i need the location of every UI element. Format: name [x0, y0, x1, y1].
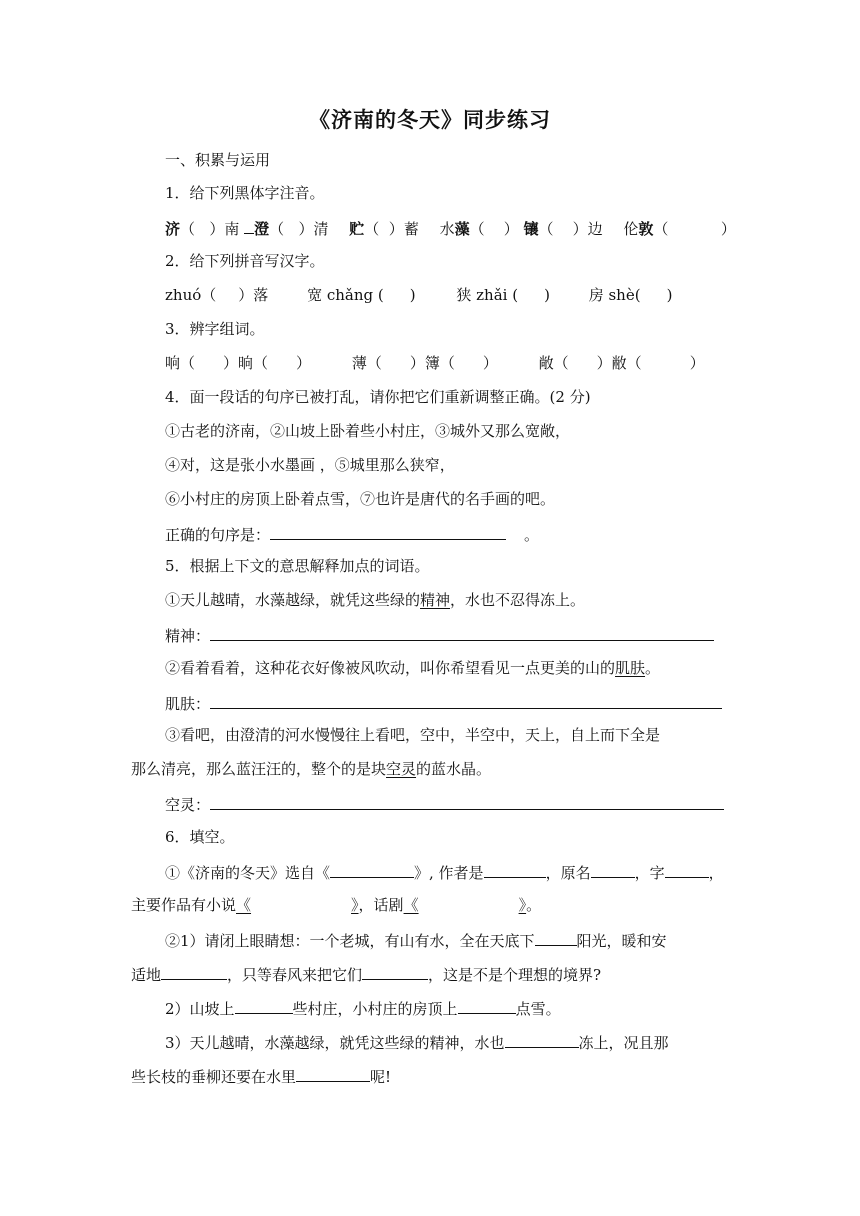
q1-char: 伦	[623, 220, 639, 238]
q6-p1-play-open: 《	[403, 896, 419, 914]
q2-item: )	[544, 286, 550, 304]
q2-item: 狭 zhǎi (	[456, 286, 519, 304]
q5-s1-word: 精神	[420, 591, 451, 609]
q6-p3-blank-1[interactable]	[235, 997, 293, 1014]
q2-item: )	[666, 286, 673, 304]
q5-sentence-2	[165, 658, 660, 678]
q2-item: ）落	[238, 286, 269, 304]
q5-s2-text: ②看着看着，这种花衣好像被风吹动，叫你希望看见一点更美的山的	[165, 659, 616, 677]
q3-prompt: 3．辨字组词。	[165, 320, 265, 338]
q4-line-1: ①古老的济南，②山坡上卧着些小村庄，③城外又那么宽敞，	[165, 422, 571, 440]
q6-p4-line-1	[165, 1031, 669, 1053]
q3-item: ）晌（	[223, 354, 269, 372]
q4-answer-line	[165, 523, 539, 545]
q2-items	[165, 285, 672, 305]
q6-p1-play-blank	[404, 896, 527, 914]
q5-prompt: 5．根据上下文的意思解释加点的词语。	[165, 557, 430, 575]
q6-p4-text-3: 些长枝的垂柳还要在水里	[131, 1068, 297, 1086]
q6-p1-text-4: ，字	[634, 864, 665, 882]
q1-char: 镶	[523, 220, 539, 238]
q1-char: 蓄	[403, 220, 419, 238]
q6-p2-blank-1[interactable]	[535, 929, 577, 946]
q2-item: 房 shè(	[588, 286, 641, 304]
q6-prompt: 6．填空。	[165, 828, 235, 846]
q6-p2-text: ②1）请闭上眼睛想：一个老城，有山有水，全在天底下	[165, 932, 535, 950]
q6-p4-line-2	[131, 1065, 391, 1087]
q5-s3-text: 那么清亮，那么蓝汪汪的，整个的是块	[131, 760, 387, 778]
q1-char: 敦	[638, 220, 654, 238]
q3-item: 响（	[165, 354, 196, 372]
q6-p1-blank-name[interactable]	[591, 861, 635, 878]
q5-s1-text-end: ，水也不忍得冻上。	[450, 591, 586, 609]
q6-p2-text-5: ，这是不是个理想的境界?	[428, 966, 602, 984]
q6-p1-novel-close: 》	[351, 896, 359, 914]
q4-answer-label: 正确的句序是：	[165, 526, 271, 544]
q6-p3-text: 2）山坡上	[165, 1000, 235, 1018]
section-heading: 一、积累与运用	[165, 151, 271, 169]
q6-p2-line-2	[131, 963, 601, 985]
q6-p2-blank-2[interactable]	[161, 963, 227, 980]
q2-prompt: 2．给下列拼音写汉字。	[165, 252, 325, 270]
q1-char: 清	[313, 220, 329, 238]
q5-a1-label: 精神：	[165, 627, 211, 645]
q6-p4-blank-2[interactable]	[296, 1065, 370, 1082]
q6-p1-text-5: ，	[708, 864, 724, 882]
q6-p1-novel-open: 《	[236, 896, 252, 914]
q2-item: 宽 chǎng (	[307, 286, 384, 304]
q5-answer-3	[165, 793, 724, 815]
q4-line-3: ⑥小村庄的房顶上卧着点雪，⑦也许是唐代的名手画的吧。	[165, 490, 556, 508]
q5-answer-1	[165, 624, 714, 646]
q3-item: ）	[482, 354, 498, 372]
q6-p1-text: ①《济南的冬天》选自《	[165, 864, 331, 882]
q1-items: 济（ ）南 澄（ ）清 贮（ ）蓄 水藻（ ） 镶（ ）边 伦敦（ ）	[165, 217, 736, 239]
q6-p3-text-2: 些村庄，小村庄的房顶上	[292, 1000, 458, 1018]
q6-p3-text-3: 点雪。	[515, 1000, 561, 1018]
q3-item: 敞（	[538, 354, 569, 372]
q6-p2-text-3: 适地	[131, 966, 162, 984]
q2-item: )	[409, 286, 416, 304]
q2-item: zhuó（	[165, 286, 217, 304]
q1-prompt: 1．给下列黑体字注音。	[165, 184, 325, 202]
q5-sentence-3-line-2	[131, 759, 491, 779]
q5-a3-label: 空灵：	[165, 796, 211, 814]
q6-p1-line-1	[165, 861, 724, 883]
q4-answer-blank[interactable]	[270, 523, 506, 540]
q1-char: 南	[224, 220, 240, 238]
q6-p4-text-4: 呢!	[370, 1068, 392, 1086]
q5-sentence-1	[165, 590, 585, 610]
q6-p1-novel-blank	[236, 896, 359, 914]
q6-p2-blank-3[interactable]	[362, 963, 428, 980]
q5-a3-blank[interactable]	[210, 793, 724, 810]
q6-p4-text-2: 冻上，况且那	[578, 1034, 669, 1052]
q5-s2-word: 肌肤	[615, 659, 646, 677]
q5-a1-blank[interactable]	[210, 624, 714, 641]
q5-sentence-3-line-1: ③看吧，由澄清的河水慢慢往上看吧，空中，半空中，天上，自上而下全是	[165, 726, 661, 744]
q1-char: 边	[587, 220, 603, 238]
q6-p1-line-2	[131, 895, 541, 915]
q3-item: ）	[689, 354, 705, 372]
q6-p3-blank-2[interactable]	[458, 997, 516, 1014]
q6-p4-text: 3）天儿越晴，水藻越绿，就凭这些绿的精神，水也	[165, 1034, 505, 1052]
q3-item: ）	[296, 354, 312, 372]
q3-item: 薄（	[351, 354, 382, 372]
q3-item: ）簿（	[409, 354, 455, 372]
q4-answer-end: 。	[524, 526, 540, 544]
q1-char: 藻	[454, 220, 470, 238]
q5-s1-text: ①天儿越晴，水藻越绿，就凭这些绿的	[165, 591, 421, 609]
q5-a2-blank[interactable]	[210, 692, 722, 709]
q4-prompt: 4．面一段话的句序已被打乱，请你把它们重新调整正确。(2 分)	[165, 388, 591, 406]
q1-char: 澄	[254, 220, 270, 238]
q6-p1-play-label: ，话剧	[358, 896, 404, 914]
q5-answer-2	[165, 692, 722, 714]
q5-s3-text-end: 的蓝水晶。	[416, 760, 492, 778]
q6-p1-blank-zi[interactable]	[665, 861, 709, 878]
q5-s3-word: 空灵	[386, 760, 417, 778]
q6-p1-end: 。	[526, 896, 542, 914]
q1-char: 水	[439, 220, 455, 238]
q6-p2-text-2: 阳光，暖和安	[576, 932, 667, 950]
q6-p2-line-1	[165, 929, 667, 951]
q6-p1-blank-author[interactable]	[484, 861, 546, 878]
q1-char: 贮	[349, 220, 365, 238]
q6-p3-line	[165, 997, 561, 1019]
q5-a2-label: 肌肤：	[165, 695, 211, 713]
q6-p1-works-label: 主要作品有小说	[131, 896, 237, 914]
q6-p1-blank-book[interactable]	[330, 861, 414, 878]
q6-p1-text-2: 》, 作者是	[414, 864, 484, 882]
q6-p1-play-close: 》	[518, 896, 527, 914]
q1-char: 济	[165, 220, 181, 238]
q5-s2-text-end: 。	[645, 659, 661, 677]
q3-items	[165, 353, 705, 373]
page-title: 《济南的冬天》同步练习	[309, 107, 551, 132]
q6-p2-text-4: ，只等春风来把它们	[227, 966, 363, 984]
q3-item: ）敝（	[596, 354, 642, 372]
q6-p4-blank-1[interactable]	[505, 1031, 579, 1048]
q6-p1-text-3: ，原名	[545, 864, 591, 882]
q4-line-2: ④对，这是张小水墨画 ，⑤城里那么狭窄，	[165, 456, 455, 474]
